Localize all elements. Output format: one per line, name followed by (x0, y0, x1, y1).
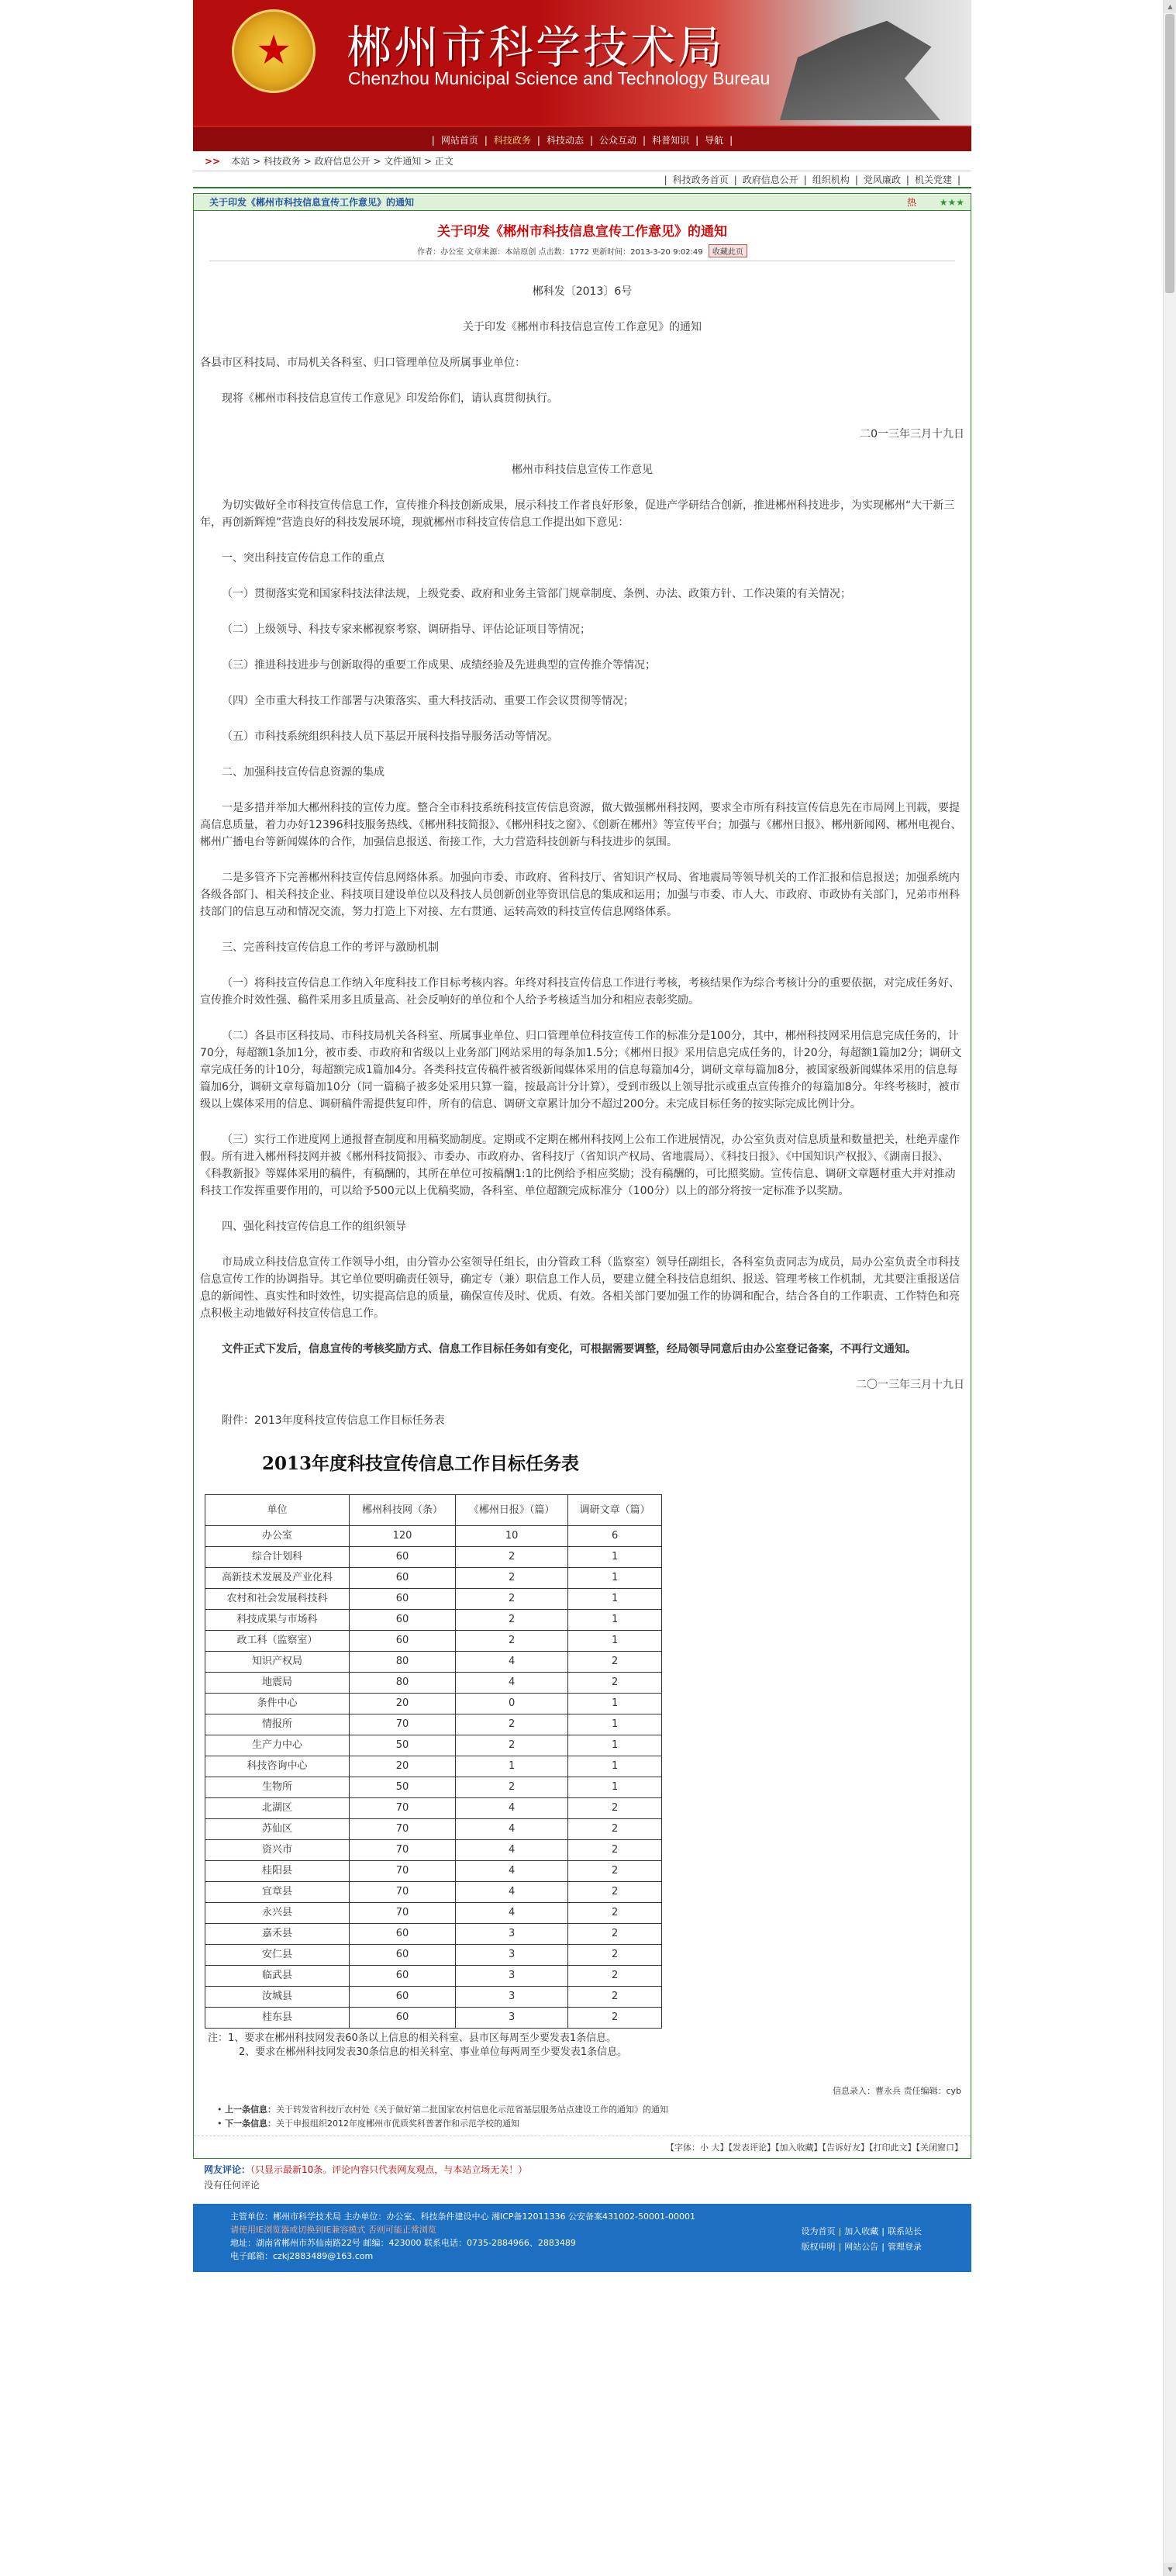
comments-section (193, 2159, 971, 2193)
article-paragraph: （二）各县市区科技局、市科技局机关各科室、所属事业单位、归口管理单位科技宣传工作的标准分是100分，其中，郴州科技网采用信息完成任务的，计70分，每超额1条加1分，被市委、市政府和省级以上业务部门网站采用的每条加1.5分；《郴州日报》采用信息完成任务的，计20分，每超额1篇加2分；调研文章完成任务的计10分，每超额完成1篇加4分。各类科技宣传稿件被省级新闻媒体采用的信息每篇加4分，调研文章每篇加8分，被国家级新闻媒体采用的信息每篇加6分，调研文章每篇加10分（同一篇稿子被多处采用只算一篇，按最高计分计算），受到市级以上领导批示或重点宣传推介的每篇加8分。年终考核时，被市级以上媒体采用的信息、调研稿件需提供复印件，所有的信息、调研文章累计加分不超过200分。未完成目标任务的按实际完成比例计分。 (200, 1030, 962, 1110)
subnav-item[interactable]: 党风廉政 (863, 174, 901, 185)
article-meta-text: 作者：办公室 文章来源：本站原创 点击数：1772 更新时间：2013-3-20 9:02:49 (417, 248, 703, 257)
footer-link[interactable]: 加入收藏 (844, 2226, 879, 2236)
table-cell: 1 (456, 1756, 568, 1777)
article-content (194, 261, 971, 1429)
table-row (205, 1673, 662, 1694)
table-cell: 60 (350, 1568, 456, 1589)
breadcrumb-item: 正文 (434, 156, 454, 167)
table-cell: 综合计划科 (205, 1547, 350, 1568)
table-cell: 4 (456, 1903, 568, 1924)
hot-badge: 热 (906, 197, 916, 208)
scrollbar[interactable] (1163, 0, 1176, 2576)
nav-separator: | (695, 135, 699, 146)
article-paragraph: 四、强化科技宣传信息工作的组织领导 (222, 1221, 406, 1233)
scroll-up-icon[interactable]: ▲ (1164, 0, 1176, 13)
article-paragraph: 关于印发《郴州市科技信息宣传工作意见》的通知 (463, 321, 702, 333)
table-cell: 2 (568, 2008, 662, 2029)
table-row (205, 1966, 662, 1987)
breadcrumb-separator: > (421, 156, 435, 167)
table-row (205, 1652, 662, 1673)
bookmark-button[interactable]: 收藏此页 (709, 244, 747, 257)
table-cell: 1 (568, 1589, 662, 1610)
table-row (205, 1987, 662, 2008)
star-rating: ★★★ (939, 197, 964, 208)
table-header-cell: 单位 (205, 1495, 350, 1526)
nav-item-0[interactable]: 网站首页 (440, 135, 478, 146)
article-paragraph: 文件正式下发后，信息宣传的考核奖励方式、信息工作目标任务如有变化，可根据需要调整，经局领导同意后由办公室登记备案，不再行文通知。 (222, 1343, 916, 1355)
table-cell: 汝城县 (205, 1987, 350, 2008)
table-row (205, 1924, 662, 1945)
table-cell: 4 (456, 1840, 568, 1861)
nav-separator: | (589, 135, 594, 146)
nav-separator: | (431, 135, 435, 146)
table-cell: 3 (456, 1966, 568, 1987)
article-paragraph: 二〇一三年三月十九日 (856, 1379, 964, 1391)
table-cell: 2 (456, 1777, 568, 1798)
table-cell: 科技咨询中心 (205, 1756, 350, 1777)
table-row (205, 1882, 662, 1903)
topic-title: 关于印发《郴州市科技信息宣传工作意见》的通知 (209, 197, 415, 208)
table-cell: 60 (350, 1610, 456, 1631)
article-paragraph: 一、突出科技宣传信息工作的重点 (222, 552, 385, 565)
table-cell: 嘉禾县 (205, 1924, 350, 1945)
table-row (205, 1861, 662, 1882)
footer-link[interactable]: 管理登录 (888, 2242, 922, 2252)
table-row (205, 1735, 662, 1756)
table-cell: 1 (568, 1777, 662, 1798)
table-header-cell: 郴州科技网（条） (350, 1495, 456, 1526)
table-cell: 50 (350, 1777, 456, 1798)
table-cell: 资兴市 (205, 1840, 350, 1861)
footer-link-separator: | (881, 2242, 885, 2252)
double-arrow-icon: >> (205, 156, 221, 167)
table-row (205, 2008, 662, 2029)
table-cell: 4 (456, 1819, 568, 1840)
table-row (205, 1903, 662, 1924)
subnav-item[interactable]: 机关党建 (914, 174, 952, 185)
table-cell: 1 (568, 1547, 662, 1568)
table-row (205, 1798, 662, 1819)
table-cell: 10 (456, 1526, 568, 1547)
table-cell: 80 (350, 1652, 456, 1673)
table-cell: 70 (350, 1861, 456, 1882)
article-title: 关于印发《郴州市科技信息宣传工作意见》的通知 (437, 224, 727, 240)
target-task-table (205, 1494, 662, 2029)
table-cell: 宜章县 (205, 1882, 350, 1903)
table-cell: 条件中心 (205, 1694, 350, 1714)
table-cell: 20 (350, 1694, 456, 1714)
breadcrumb-separator: > (300, 156, 315, 167)
subnav-separator: | (854, 174, 858, 185)
footer-line-3: 地址：湖南省郴州市苏仙南路22号 邮编：423000 联系电话：0735-2884966、2883489 (230, 2238, 576, 2248)
breadcrumb-item[interactable]: 本站 (231, 156, 250, 167)
article-paragraph: （一）贯彻落实党和国家科技法律法规，上级党委、政府和业务主管部门规章制度、条例、办法、政策方针、工作决策的有关情况； (222, 588, 851, 600)
table-cell: 地震局 (205, 1673, 350, 1694)
table-cell: 临武县 (205, 1966, 350, 1987)
table-title: 2013年度科技宣传信息工作目标任务表 (262, 1453, 580, 1474)
article-paragraph: 一是多措并举加大郴州科技的宣传力度。整合全市科技系统科技宣传信息资源，做大做强郴州科技网，要求全市所有科技宣传信息先在市局网上刊载，要提高信息质量，着力办好12396科技服务热线、《郴州科技简报》、《郴州科技之窗》、《创新在郴州》等宣传平台；加强与《郴州日报》、郴州新闻网、郴州电视台、郴州广播电台等新闻媒体的合作，加强信息报送、衔接工作，大力营造科技创新与科技进步的氛围。 (200, 802, 962, 848)
table-cell: 安仁县 (205, 1945, 350, 1966)
next-label: 下一条信息： (225, 2118, 276, 2129)
next-article-link[interactable]: 关于申报组织2012年度郴州市优质奖科普著作和示范学校的通知 (276, 2118, 519, 2129)
table-notes (200, 2029, 681, 2060)
subnav-separator: | (664, 174, 667, 185)
article-tools[interactable]: 【字体：小 大】【发表评论】【加入收藏】【告诉好友】【打印此文】【关闭窗口】 (194, 2136, 971, 2158)
article-paragraph: （五）市科技系统组织科技人员下基层开展科技指导服务活动等情况。 (222, 730, 558, 743)
table-cell: 生产力中心 (205, 1735, 350, 1756)
table-cell: 6 (568, 1526, 662, 1547)
table-cell: 2 (456, 1568, 568, 1589)
table-cell: 120 (350, 1526, 456, 1547)
table-cell: 60 (350, 1631, 456, 1652)
table-cell: 北湖区 (205, 1798, 350, 1819)
table-cell: 2 (456, 1547, 568, 1568)
footer-link[interactable]: 设为首页 (801, 2226, 836, 2236)
table-cell: 2 (456, 1714, 568, 1735)
table-cell: 桂阳县 (205, 1861, 350, 1882)
table-cell: 80 (350, 1673, 456, 1694)
nav-item-1[interactable]: 科技政务 (493, 135, 531, 146)
nav-separator: | (484, 135, 488, 146)
table-cell: 1 (568, 1631, 662, 1652)
article-paragraph: （三）实行工作进度网上通报督查制度和用稿奖励制度。定期或不定期在郴州科技网上公布工作进展情况，办公室负责对信息质量和数量把关，杜绝弄虚作假。所有进入郴州科技网并被《郴州科技简报》、市委办、市政府办、省科技厅（省知识产权局、省地震局）、《科技日报》、《中国知识产权报》、《湖南日报》、《科教新报》等媒体采用的稿件，有稿酬的，其所在单位可按稿酬1:1的比例给予相应奖励；没有稿酬的，可比照奖励。宣传信息、调研文章题材重大并对推动科技工作发挥重要作用的，可以给予500元以上优稿奖励，各科室、单位超额完成标准分（100分）以上的部分将按一定标准予以奖励。 (200, 1134, 960, 1197)
table-cell: 3 (456, 1945, 568, 1966)
related-articles (194, 2103, 971, 2136)
table-row (205, 1526, 662, 1547)
table-cell: 农村和社会发展科技科 (205, 1589, 350, 1610)
table-cell: 2 (456, 1631, 568, 1652)
table-cell: 知识产权局 (205, 1652, 350, 1673)
table-cell: 2 (568, 1966, 662, 1987)
subnav-separator: | (957, 174, 960, 185)
nav-item-2[interactable]: 科技动态 (546, 135, 584, 146)
page-wrapper (193, 0, 971, 2272)
nav-separator: | (729, 135, 733, 146)
note-1: 注：1、要求在郴州科技网发表60条以上信息的相关科室、县市区每周至少要发表1条信息。 (208, 2032, 617, 2044)
national-emblem-icon: ★ (232, 9, 316, 93)
nav-separator: | (643, 135, 647, 146)
table-cell: 2 (568, 1652, 662, 1673)
table-row (205, 1945, 662, 1966)
topic-bar (194, 194, 971, 211)
table-cell: 1 (568, 1568, 662, 1589)
table-cell: 2 (568, 1924, 662, 1945)
table-cell: 0 (456, 1694, 568, 1714)
table-cell: 60 (350, 1945, 456, 1966)
table-cell: 办公室 (205, 1526, 350, 1547)
article-paragraph: 市局成立科技信息宣传工作领导小组，由分管办公室领导任组长，由分管政工科（监察室）领导任副组长，各科室负责同志为成员，局办公室负责全市科技信息宣传工作的协调指导。其它单位要明确责任领导，确定专（兼）职信息工作人员，要建立健全科技信息组织、报送、管理考核工作机制，尤其要注重报送信息的新闻性、真实性和时效性，切实提高信息的质量，确保宣传及时、优质、有效。各相关部门要加强工作的协调和配合，结合各自的工作职责、工作特色和亮点积极主动地做好科技宣传信息工作。 (200, 1256, 960, 1320)
table-cell: 60 (350, 1966, 456, 1987)
article-paragraph: （四）全市重大科技工作部署与决策落实、重大科技活动、重要工作会议贯彻等情况； (222, 695, 634, 707)
breadcrumb-item[interactable]: 科技政务 (263, 156, 301, 167)
note-2: 2、要求在郴州科技网发表30条信息的相关科室、事业单位每两周至少要发表1条信息。 (239, 2046, 628, 2058)
footer-link[interactable]: 版权申明 (801, 2242, 836, 2252)
table-cell: 情报所 (205, 1714, 350, 1735)
article-paragraph: 郴科发〔2013〕6号 (532, 285, 633, 298)
subnav-item[interactable]: 组织机构 (812, 174, 850, 185)
table-cell: 4 (456, 1673, 568, 1694)
table-cell: 4 (456, 1798, 568, 1819)
footer-line-2: 请使用IE浏览器或切换到IE兼容模式 否则可能正常浏览 (230, 2225, 436, 2235)
subnav-separator: | (803, 174, 807, 185)
nav-item-4[interactable]: 科普知识 (652, 135, 690, 146)
table-cell: 70 (350, 1798, 456, 1819)
comments-rule: （只显示最新10条。评论内容只代表网友观点，与本站立场无关！） (250, 2164, 528, 2175)
article-paragraph: 二、加强科技宣传信息资源的集成 (222, 766, 385, 779)
article-meta (209, 244, 955, 261)
table-cell: 2 (456, 1610, 568, 1631)
table-cell: 2 (568, 1819, 662, 1840)
table-cell: 2 (568, 1903, 662, 1924)
footer-link-separator: | (881, 2226, 885, 2236)
table-cell: 70 (350, 1882, 456, 1903)
article-paragraph: （二）上级领导、科技专家来郴视察考察、调研指导、评估论证项目等情况； (222, 623, 591, 636)
article-paragraph: 附件：2013年度科技宣传信息工作目标任务表 (222, 1414, 445, 1427)
table-cell: 永兴县 (205, 1903, 350, 1924)
table-row (205, 1819, 662, 1840)
table-cell: 3 (456, 2008, 568, 2029)
table-cell: 60 (350, 1924, 456, 1945)
entry-info: 信息录入：曹永兵 责任编辑：cyb (832, 2086, 961, 2096)
table-row (205, 1756, 662, 1777)
table-cell: 60 (350, 2008, 456, 2029)
article-paragraph: （三）推进科技进步与创新取得的重要工作成果、成绩经验及先进典型的宣传推介等情况； (222, 659, 656, 672)
breadcrumb-item[interactable]: 文件通知 (384, 156, 422, 167)
article-paragraph: 郴州市科技信息宣传工作意见 (512, 464, 653, 476)
breadcrumb-separator: > (250, 156, 264, 167)
table-row (205, 1568, 662, 1589)
table-cell: 2 (456, 1735, 568, 1756)
site-footer (193, 2204, 971, 2272)
main-navigation (193, 126, 971, 151)
footer-line-1: 主管单位：郴州市科学技术局 主办单位：办公室、科技条件建设中心 湘ICP备12011336 公安备案431002-50001-00001 (230, 2212, 695, 2222)
subnav-item[interactable]: 政府信息公开 (742, 174, 798, 185)
article-paragraph: 各县市区科技局、市局机关各科室、归口管理单位及所属事业单位： (200, 357, 526, 369)
table-cell: 60 (350, 1547, 456, 1568)
table-cell: 1 (568, 1714, 662, 1735)
subnav-separator: | (733, 174, 737, 185)
comments-empty: 没有任何评论 (204, 2180, 260, 2191)
prev-article-link[interactable]: 关于转发省科技厅农村处《关于做好第二批国家农村信息化示范省基层服务站点建设工作的通知》的通知 (276, 2105, 668, 2115)
table-row (205, 1610, 662, 1631)
table-cell: 高新技术发展及产业化科 (205, 1568, 350, 1589)
breadcrumb-separator: > (370, 156, 385, 167)
breadcrumb (193, 151, 971, 171)
table-row (205, 1694, 662, 1714)
prev-label: 上一条信息： (225, 2105, 276, 2115)
article-paragraph: （一）将科技宣传信息工作纳入年度科技工作目标考核内容。年终对科技宣传信息工作进行考核，考核结果作为综合考核计分的重要依据，对完成任务好、宣传推介时效性强、稿件采用多且质量高、社会反响好的单位和个人给予考核适当加分和相应表彰奖励。 (200, 977, 960, 1007)
footer-link-separator: | (838, 2226, 842, 2236)
table-cell: 2 (456, 1589, 568, 1610)
article-paragraph: 二0一三年三月十九日 (860, 428, 964, 440)
table-cell: 1 (568, 1735, 662, 1756)
table-cell: 70 (350, 1714, 456, 1735)
article-paragraph: 现将《郴州市科技信息宣传工作意见》印发给你们，请认真贯彻执行。 (222, 392, 558, 405)
table-row (205, 1840, 662, 1861)
table-row (205, 1547, 662, 1568)
table-cell: 4 (456, 1861, 568, 1882)
footer-line-4: 电子邮箱：czkj2883489@163.com (230, 2251, 374, 2261)
table-cell: 2 (568, 1987, 662, 2008)
table-cell: 4 (456, 1882, 568, 1903)
table-cell: 2 (568, 1673, 662, 1694)
table-header-cell: 调研文章（篇） (568, 1495, 662, 1526)
sub-navigation (193, 171, 971, 188)
article-paragraph: 二是多管齐下完善郴州科技宣传信息网络体系。加强向市委、市政府、省科技厅、省知识产权局、省地震局等领导机关的工作汇报和信息报送；加强系统内各级各部门、相关科技企业、科技项目建设单位以及科技人员创新创业等资讯信息的集成和运用；加强与市委、市人大、市政府、市政协有关部门，兄弟市州科技部门的信息互动和情况交流，努力打造上下对接、左右贯通、运转高效的科技宣传信息网络体系。 (200, 872, 960, 918)
table-cell: 4 (456, 1652, 568, 1673)
scroll-down-icon[interactable]: ▼ (1164, 2563, 1176, 2576)
footer-link[interactable]: 网站公告 (844, 2242, 879, 2252)
table-row (205, 1589, 662, 1610)
table-cell: 科技成果与市场科 (205, 1610, 350, 1631)
table-row (205, 1631, 662, 1652)
site-title: 郴州市科学技术局 (347, 21, 726, 74)
table-header-cell: 《郴州日报》（篇） (456, 1495, 568, 1526)
footer-links (798, 2224, 925, 2255)
article-paragraph: 为切实做好全市科技宣传信息工作，宣传推介科技创新成果，展示科技工作者良好形象，促进产学研结合创新，推进郴州科技进步，为实现郴州“大干新三年，再创新辉煌”营造良好的科技发展环境，现就郴州市科技宣传信息工作提出如下意见： (200, 499, 955, 529)
breadcrumb-item[interactable]: 政府信息公开 (314, 156, 371, 167)
table-cell: 3 (456, 1924, 568, 1945)
footer-link[interactable]: 联系站长 (888, 2226, 922, 2236)
table-cell: 苏仙区 (205, 1819, 350, 1840)
table-cell: 2 (568, 1861, 662, 1882)
list-item: • 下一条信息：关于申报组织2012年度郴州市优质奖科普著作和示范学校的通知 (217, 2118, 519, 2129)
table-cell: 1 (568, 1756, 662, 1777)
subnav-item[interactable]: 科技政务首页 (672, 174, 729, 185)
table-cell: 2 (568, 1945, 662, 1966)
table-cell: 20 (350, 1756, 456, 1777)
table-cell: 2 (568, 1840, 662, 1861)
table-cell: 50 (350, 1735, 456, 1756)
site-title-english: Chenzhou Municipal Science and Technology Bureau (348, 68, 771, 88)
scroll-thumb[interactable] (1165, 14, 1174, 293)
site-banner (193, 0, 971, 126)
table-row (205, 1777, 662, 1798)
nav-item-3[interactable]: 公众互动 (599, 135, 637, 146)
table-cell: 70 (350, 1840, 456, 1861)
table-cell: 生物所 (205, 1777, 350, 1798)
table-cell: 桂东县 (205, 2008, 350, 2029)
table-cell: 60 (350, 1589, 456, 1610)
nav-separator: | (536, 135, 540, 146)
nav-item-5[interactable]: 导航 (705, 135, 724, 146)
table-cell: 70 (350, 1903, 456, 1924)
table-cell: 1 (568, 1610, 662, 1631)
article-box (193, 193, 971, 2159)
table-cell: 1 (568, 1694, 662, 1714)
table-row (205, 1714, 662, 1735)
table-cell: 60 (350, 1987, 456, 2008)
table-cell: 2 (568, 1882, 662, 1903)
comments-label: 网友评论： (204, 2164, 251, 2175)
table-cell: 70 (350, 1819, 456, 1840)
footer-link-separator: | (838, 2242, 842, 2252)
table-cell: 政工科（监察室） (205, 1631, 350, 1652)
article-paragraph: 三、完善科技宣传信息工作的考评与激励机制 (222, 941, 439, 954)
subnav-separator: | (905, 174, 909, 185)
table-cell: 3 (456, 1987, 568, 2008)
list-item: • 上一条信息：关于转发省科技厅农村处《关于做好第二批国家农村信息化示范省基层服务站点建设工作的通知》的通知 (217, 2105, 668, 2115)
table-cell: 2 (568, 1798, 662, 1819)
